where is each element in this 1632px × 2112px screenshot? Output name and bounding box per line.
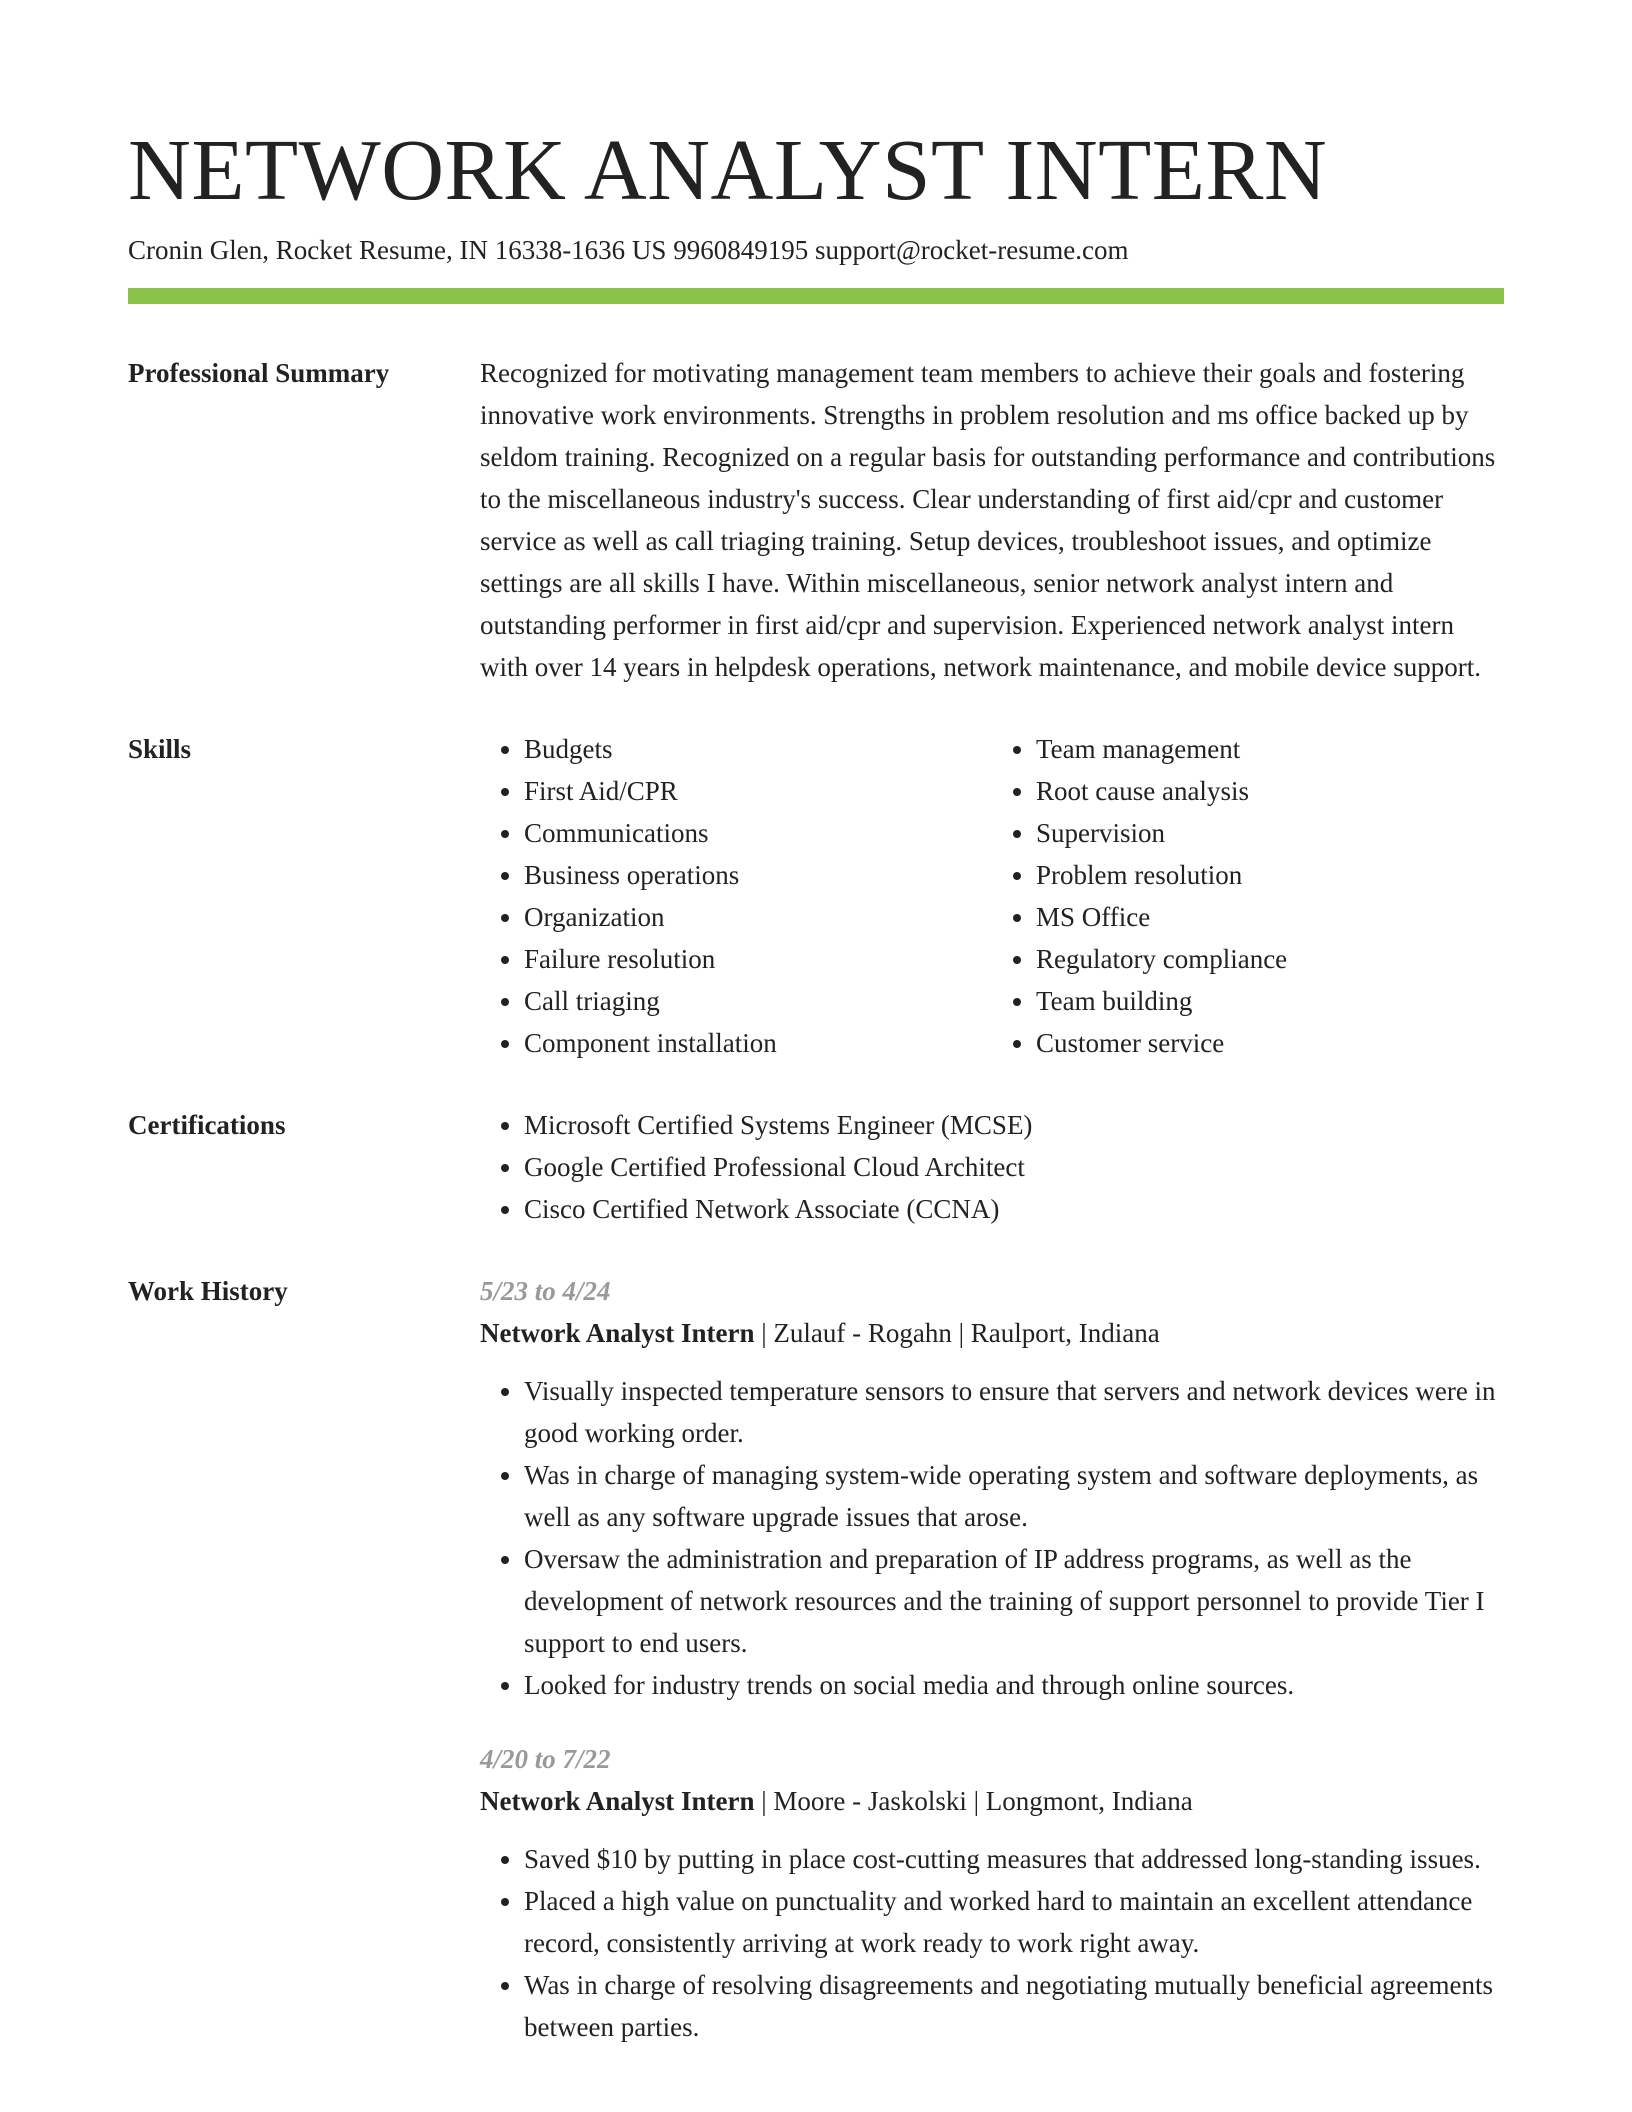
- professional-summary-section: [128, 352, 1504, 688]
- job-bullet: • Saved $10 by putting in place cost-cutting measures that addressed long-standing issues.: [524, 1838, 1504, 1880]
- skill-item: • Supervision: [1036, 812, 1504, 854]
- certification-item: • Cisco Certified Network Associate (CCNA): [524, 1188, 1504, 1230]
- skill-item: • Budgets: [524, 728, 992, 770]
- certification-item: • Microsoft Certified Systems Engineer (MCSE): [524, 1104, 1504, 1146]
- contact-line: Cronin Glen, Rocket Resume, IN 16338-1636 US 9960849195 support@rocket-resume.com: [128, 235, 1129, 265]
- job-bullet: • Placed a high value on punctuality and worked hard to maintain an excellent attendance record, consistently arriving at work ready to work right away.: [524, 1880, 1504, 1964]
- summary-text: Recognized for motivating management team members to achieve their goals and fostering innovative work environments. Strengths in problem resolution and ms office backed up by seldom training. Recognized on a regular basis for outstanding performance and contributions to the miscellaneous industry's success. Clear understanding of first aid/cpr and customer service as well as call triaging training. Setup devices, troubleshoot issues, and optimize settings are all skills I have. Within miscellaneous, senior network analyst intern and outstanding performer in first aid/cpr and supervision. Experienced network analyst intern with over 14 years in helpdesk operations, network maintenance, and mobile device support.: [480, 358, 1496, 682]
- skill-item: • Call triaging: [524, 980, 992, 1022]
- candidate-name: NETWORK ANALYST INTERN: [128, 121, 1328, 218]
- job-bullet: • Visually inspected temperature sensors to ensure that servers and network devices were in good working order.: [524, 1370, 1504, 1454]
- job-bullets: [480, 1838, 1504, 2048]
- skill-item: • Communications: [524, 812, 992, 854]
- job-bullet: • Was in charge of managing system-wide operating system and software deployments, as well as any software upgrade issues that arose.: [524, 1454, 1504, 1538]
- job-title-line: [480, 1780, 1504, 1822]
- skill-item: • Failure resolution: [524, 938, 992, 980]
- job-bullet: • Oversaw the administration and preparation of IP address programs, as well as the development of network resources and the training of support personnel to provide Tier I support to end users.: [524, 1538, 1504, 1664]
- section-label-certifications: Certifications: [128, 1110, 286, 1140]
- skills-section: [128, 728, 1504, 1064]
- job-bullet: • Looked for industry trends on social media and through online sources.: [524, 1664, 1504, 1706]
- job-title-line: [480, 1312, 1504, 1354]
- skill-item: • Regulatory compliance: [1036, 938, 1504, 980]
- job-bullets: [480, 1370, 1504, 1706]
- job-title: Network Analyst Intern: [480, 1318, 755, 1348]
- skill-item: • Customer service: [1036, 1022, 1504, 1064]
- skill-item: • Team management: [1036, 728, 1504, 770]
- job-dates: 5/23 to 4/24: [480, 1276, 611, 1306]
- section-label-work-history: Work History: [128, 1276, 288, 1306]
- accent-divider: [128, 288, 1504, 304]
- skill-item: • First Aid/CPR: [524, 770, 992, 812]
- job-bullet: • Was in charge of resolving disagreements and negotiating mutually beneficial agreements between parties.: [524, 1964, 1504, 2048]
- work-history-section: [128, 1270, 1504, 2080]
- skill-item: • Organization: [524, 896, 992, 938]
- job-entry: [480, 1738, 1504, 2048]
- section-label-summary: Professional Summary: [128, 358, 390, 388]
- skill-item: • Business operations: [524, 854, 992, 896]
- skill-item: • Problem resolution: [1036, 854, 1504, 896]
- skill-item: • Root cause analysis: [1036, 770, 1504, 812]
- job-employer-location: | Moore - Jaskolski | Longmont, Indiana: [754, 1786, 1193, 1816]
- skills-list-left: [480, 728, 992, 1064]
- resume-page: [128, 118, 1504, 2080]
- job-employer-location: | Zulauf - Rogahn | Raulport, Indiana: [754, 1318, 1160, 1348]
- section-label-skills: Skills: [128, 734, 192, 764]
- job-entry: [480, 1270, 1504, 1706]
- job-dates: 4/20 to 7/22: [480, 1744, 611, 1774]
- certifications-list: [480, 1104, 1504, 1230]
- skills-list-right: [992, 728, 1504, 1064]
- certifications-section: [128, 1104, 1504, 1230]
- skill-item: • MS Office: [1036, 896, 1504, 938]
- job-title: Network Analyst Intern: [480, 1786, 755, 1816]
- skill-item: • Component installation: [524, 1022, 992, 1064]
- certification-item: • Google Certified Professional Cloud Architect: [524, 1146, 1504, 1188]
- skill-item: • Team building: [1036, 980, 1504, 1022]
